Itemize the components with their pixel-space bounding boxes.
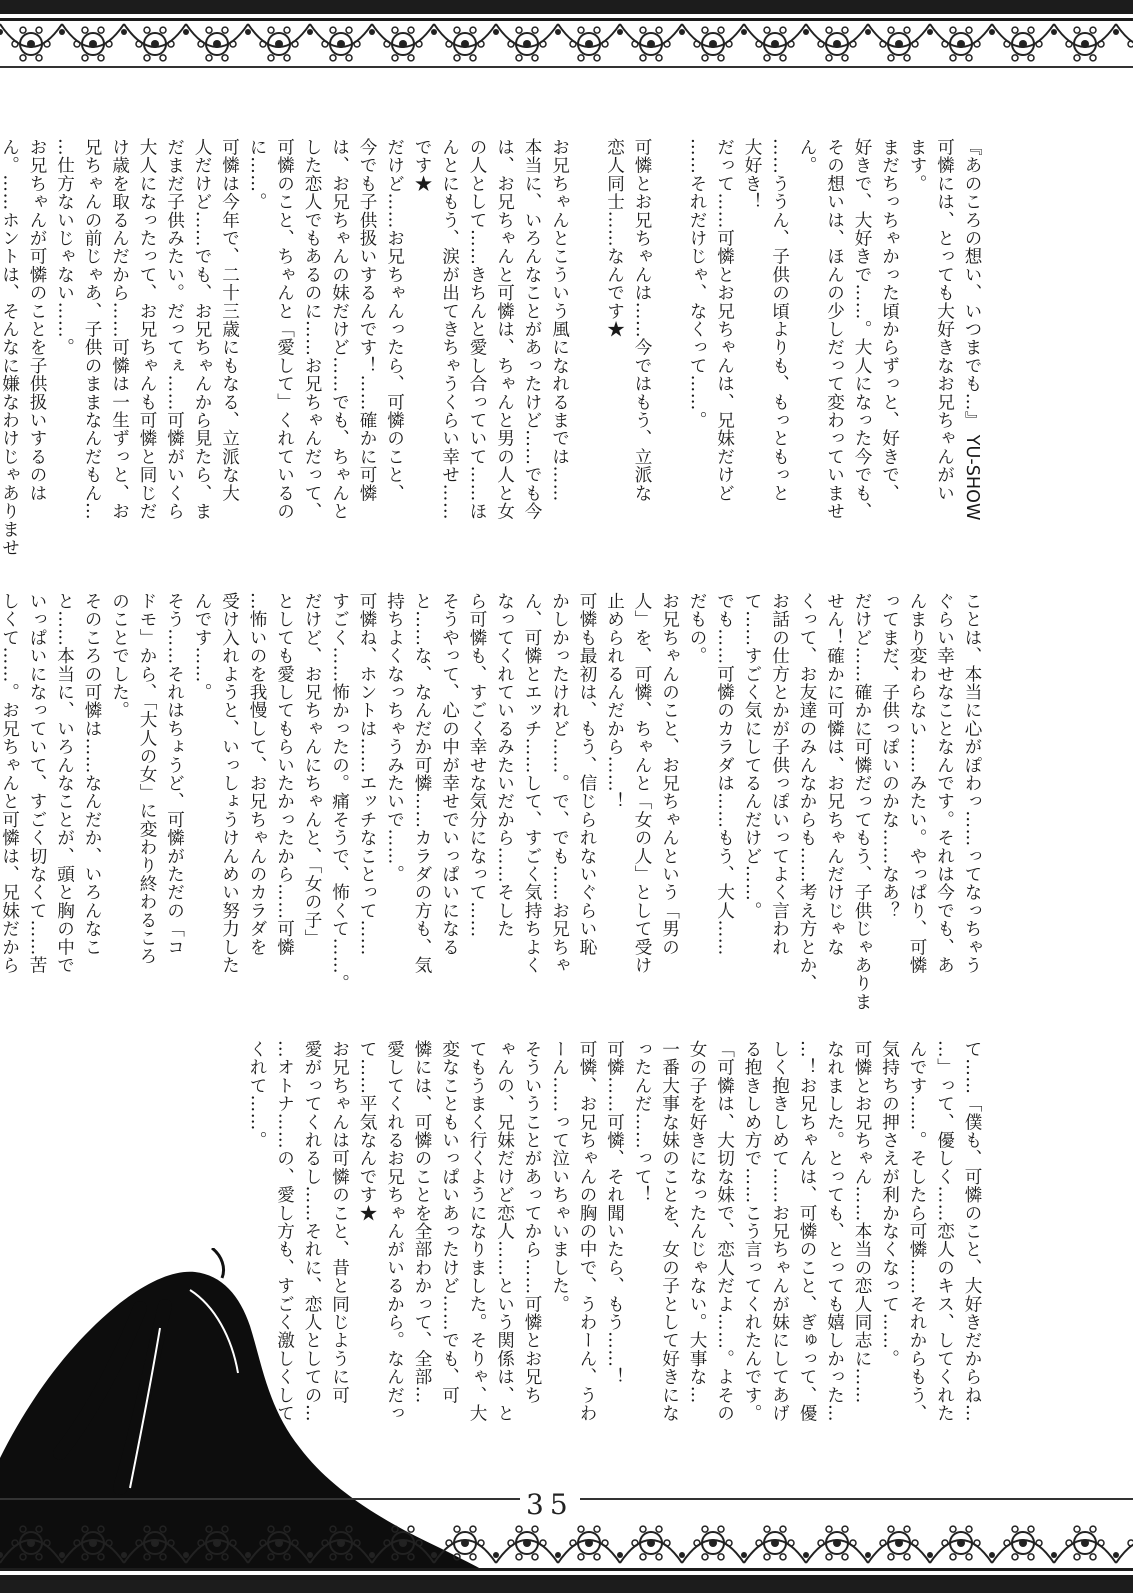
text-column: 可憐も最初は、もう、信じられないぐらい恥 <box>577 592 597 956</box>
text-column: 受け入れようと、いっしょうけんめい努力した <box>219 592 240 975</box>
text-column: くれて……。 <box>247 1040 267 1150</box>
text-column: ん。 <box>797 138 817 175</box>
text-column: でも……可憐のカラダは……もう、大人…… <box>714 592 735 956</box>
text-column: だまだ子供みたい。だってぇ……可憐がいくら <box>164 138 185 521</box>
text-column: だもの。 <box>687 592 707 665</box>
text-column: …オトナ……の、愛し方も、すごく激しくして <box>274 1040 295 1423</box>
text-column: 恋人同士……なんです★ <box>604 138 625 339</box>
text-column: 可憐には、とっても大好きなお兄ちゃんがい <box>934 138 955 502</box>
text-column: ……ううん、子供の頃よりも、もっともっと <box>769 138 790 502</box>
text-column: んとにもう、涙が出てきちゃうくらい幸せ…… <box>439 138 460 521</box>
text-column: お兄ちゃんのこと、お兄ちゃんという「男の <box>659 592 680 956</box>
text-column: そう……それはちょうど、可憐がただの「コ <box>164 592 185 956</box>
text-column: くって、お友達のみんなからも……考え方とか、 <box>797 592 817 993</box>
text-column: 可憐、お兄ちゃんの胸の中で、うわーん、うわ <box>577 1040 597 1423</box>
text-column: ゃんの、兄妹だけど恋人……という関係は、と <box>494 1040 515 1423</box>
text-column: そうやって、心の中が幸せでいっぱいになる <box>439 592 460 956</box>
text-column: 今でも子供扱いするんです！……確かに可憐 <box>357 138 377 502</box>
text-column: 本当に、いろんなことがあったけど……でも今 <box>522 138 542 521</box>
text-column: て……「僕も、可憐のこと、大好きだからね… <box>962 1040 982 1423</box>
text-column: の人として……きちんと愛し合っていて……ほ <box>467 138 487 521</box>
text-column: だけど、お兄ちゃんにちゃんと、「女の子」 <box>302 592 322 948</box>
text-column: 女の子を好きになったんじゃない。大事な… <box>687 1040 707 1404</box>
text-column: 愛がってくれるし……それに、恋人としての… <box>302 1040 322 1423</box>
text-column: ーん……って泣いちゃいました。 <box>549 1040 570 1313</box>
text-column: 『あのころの想い、いつまでも…』 YU-SHOW <box>962 138 982 521</box>
text-column: …」って、優しく……恋人のキス、してくれた <box>934 1040 955 1423</box>
text-column: せん！確かに可憐は、お兄ちゃんだけじゃな <box>824 592 845 956</box>
text-column: お兄ちゃんが可憐のことを子供扱いするのは <box>27 138 47 502</box>
text-column: は、お兄ちゃんと可憐は、ちゃんと男の人と女 <box>494 138 515 521</box>
text-column: すごく……怖かったの。痛そうで、怖くて……。 <box>329 592 350 993</box>
text-column: に……。 <box>247 138 267 211</box>
text-column: んまり変わらない……みたい。やっぱり、可憐 <box>907 592 927 975</box>
text-column: した恋人でもあるのに……お兄ちゃんだって、 <box>302 138 322 521</box>
text-column: 愛してくれるお兄ちゃんがいるから。なんだっ <box>384 1040 405 1423</box>
text-column: …怖いのを我慢して、お兄ちゃんのカラダを <box>247 592 267 956</box>
text-column: そのころの可憐は……なんだか、いろんなこ <box>82 592 102 956</box>
text-column: 気持ちの押さえが利かなくなって……。 <box>879 1040 900 1368</box>
text-column: ってまだ、子供っぽいのかな……なあ？ <box>879 592 900 920</box>
page-number: 35 <box>520 1488 580 1521</box>
text-column: 人」を、可憐、ちゃんと「女の人」として受け <box>632 592 652 975</box>
text-column: てもうまく行くようになりました。そりゃ、大 <box>467 1040 487 1423</box>
text-column: 兄ちゃんの前じゃあ、子供のままなんだもん… <box>82 138 102 521</box>
text-column: 可憐ね、ホントは……エッチなことって…… <box>357 592 377 956</box>
author-byline: YU-SHOW <box>962 429 982 521</box>
text-column: て……すごく気にしてるんだけど……。 <box>742 592 762 920</box>
text-column: け歳を取るんだから……可憐は一生ずっと、お <box>109 138 130 521</box>
text-column: …！お兄ちゃんは、可憐のこと、ぎゅって、優 <box>797 1040 817 1423</box>
text-column: 可憐とお兄ちゃんは……今ではもう、立派な <box>632 138 652 502</box>
text-column <box>573 138 601 568</box>
text-column: 一番大事な妹のことを、女の子として好きにな <box>659 1040 680 1423</box>
text-column: ドモ」から、「大人の女」に変わり終わるころ <box>137 592 157 966</box>
text-column: 「可憐は、大切な妹で、恋人だよ……。よその <box>714 1040 735 1423</box>
text-column: だけど……お兄ちゃんったら、可憐のこと、 <box>384 138 405 502</box>
text-column: …仕方ないじゃない……。 <box>54 138 75 357</box>
text-column: 憐には、可憐のことを全部わかって、全部… <box>412 1040 432 1404</box>
text-column: いっぱいになっていて、すごく切なくて……苦 <box>27 592 47 975</box>
text-column: だって……可憐とお兄ちゃんは、兄妹だけど <box>714 138 735 502</box>
text-column: その想いは、ほんの少しだって変わっていませ <box>824 138 845 521</box>
text-column: なってくれているみたいだから……そした <box>494 592 515 938</box>
text-column: んです……。 <box>192 592 212 702</box>
text-column: 可憐は今年で、二十三歳にもなる、立派な大 <box>219 138 240 502</box>
text-column: です★ <box>412 138 432 193</box>
text-column: だけど……確かに可憐だってもう、子供じゃありま <box>852 592 872 1011</box>
text-column: ら可憐も、すごく幸せな気分になって…… <box>467 592 487 938</box>
text-column: ことは、本当に心がぽわっ……ってなっちゃう <box>962 592 982 975</box>
text-column: は、お兄ちゃんの妹だけど……でも、ちゃんと <box>329 138 350 521</box>
text-column: ぐらい幸せなことなんです。それは今でも、あ <box>934 592 955 975</box>
text-column: まだちっちゃかった頃からずっと、好きで、 <box>879 138 900 502</box>
text-column: 止められるんだから……！ <box>604 592 625 811</box>
text-column: そういうことがあってから……可憐とお兄ち <box>522 1040 542 1404</box>
text-column: ん。……ホントは、そんなに嫌なわけじゃありませ <box>0 138 20 557</box>
text-column: 変なこともいっぱいあったけど……でも、可 <box>439 1040 460 1404</box>
text-column: と……本当に、いろんなことが、頭と胸の中で <box>54 592 75 975</box>
text-column: ったんだ……って！ <box>632 1040 652 1204</box>
text-column: としても愛してもらいたかったから……可憐 <box>274 592 295 956</box>
text-column: しくて……。お兄ちゃんと可憐は、兄妹だから <box>0 592 20 975</box>
text-column: て……平気なんです★ <box>357 1040 377 1222</box>
text-column: ……それだけじゃ、なくって……。 <box>687 138 707 430</box>
text-column: と……な、なんだか可憐……カラダの方も、気 <box>412 592 432 975</box>
text-column: 可憐……可憐、それ聞いたら、もう……！ <box>604 1040 625 1386</box>
text-column: かしかったけれど……。で、でも……お兄ちゃ <box>549 592 570 975</box>
text-column: 好きで、大好きで……。大人になった今でも、 <box>852 138 872 521</box>
text-column: お話の仕方とかが子供っぽいってよく言われ <box>769 592 790 956</box>
text-block-top <box>0 138 985 568</box>
text-column: 持ちよくなっちゃうみたいで……。 <box>384 592 405 884</box>
text-column: る抱きしめ方で……こう言ってくれたんです。 <box>742 1040 762 1423</box>
text-column: なれました。とっても、とっても嬉しかった… <box>824 1040 845 1423</box>
text-column: んです……。そしたら可憐……それからもう、 <box>907 1040 927 1423</box>
bottom-lace-border <box>0 1463 1133 1593</box>
text-column: 可憐とお兄ちゃん……本当の恋人同志に…… <box>852 1040 872 1404</box>
text-column: 大人になったって、お兄ちゃんも可憐と同じだ <box>137 138 157 521</box>
text-column: ます。 <box>907 138 927 193</box>
text-column: お兄ちゃんは可憐のこと、昔と同じように可 <box>329 1040 350 1404</box>
text-column: 大好き！ <box>742 138 762 211</box>
text-column <box>655 138 683 568</box>
text-block-middle <box>0 592 985 1012</box>
text-column: ん、可憐とエッチ……して、すごく気持ちよく <box>522 592 542 975</box>
text-column: 可憐のこと、ちゃんと「愛して」くれているの <box>274 138 295 521</box>
text-column: のことでした。 <box>109 592 130 720</box>
text-column: 人だけど……でも、お兄ちゃんから見たら、ま <box>192 138 212 521</box>
text-column: しく抱きしめて……お兄ちゃんが妹にしてあげ <box>769 1040 790 1423</box>
text-column: お兄ちゃんとこういう風になれるまでは…… <box>549 138 570 502</box>
top-lace-border <box>0 0 1133 92</box>
